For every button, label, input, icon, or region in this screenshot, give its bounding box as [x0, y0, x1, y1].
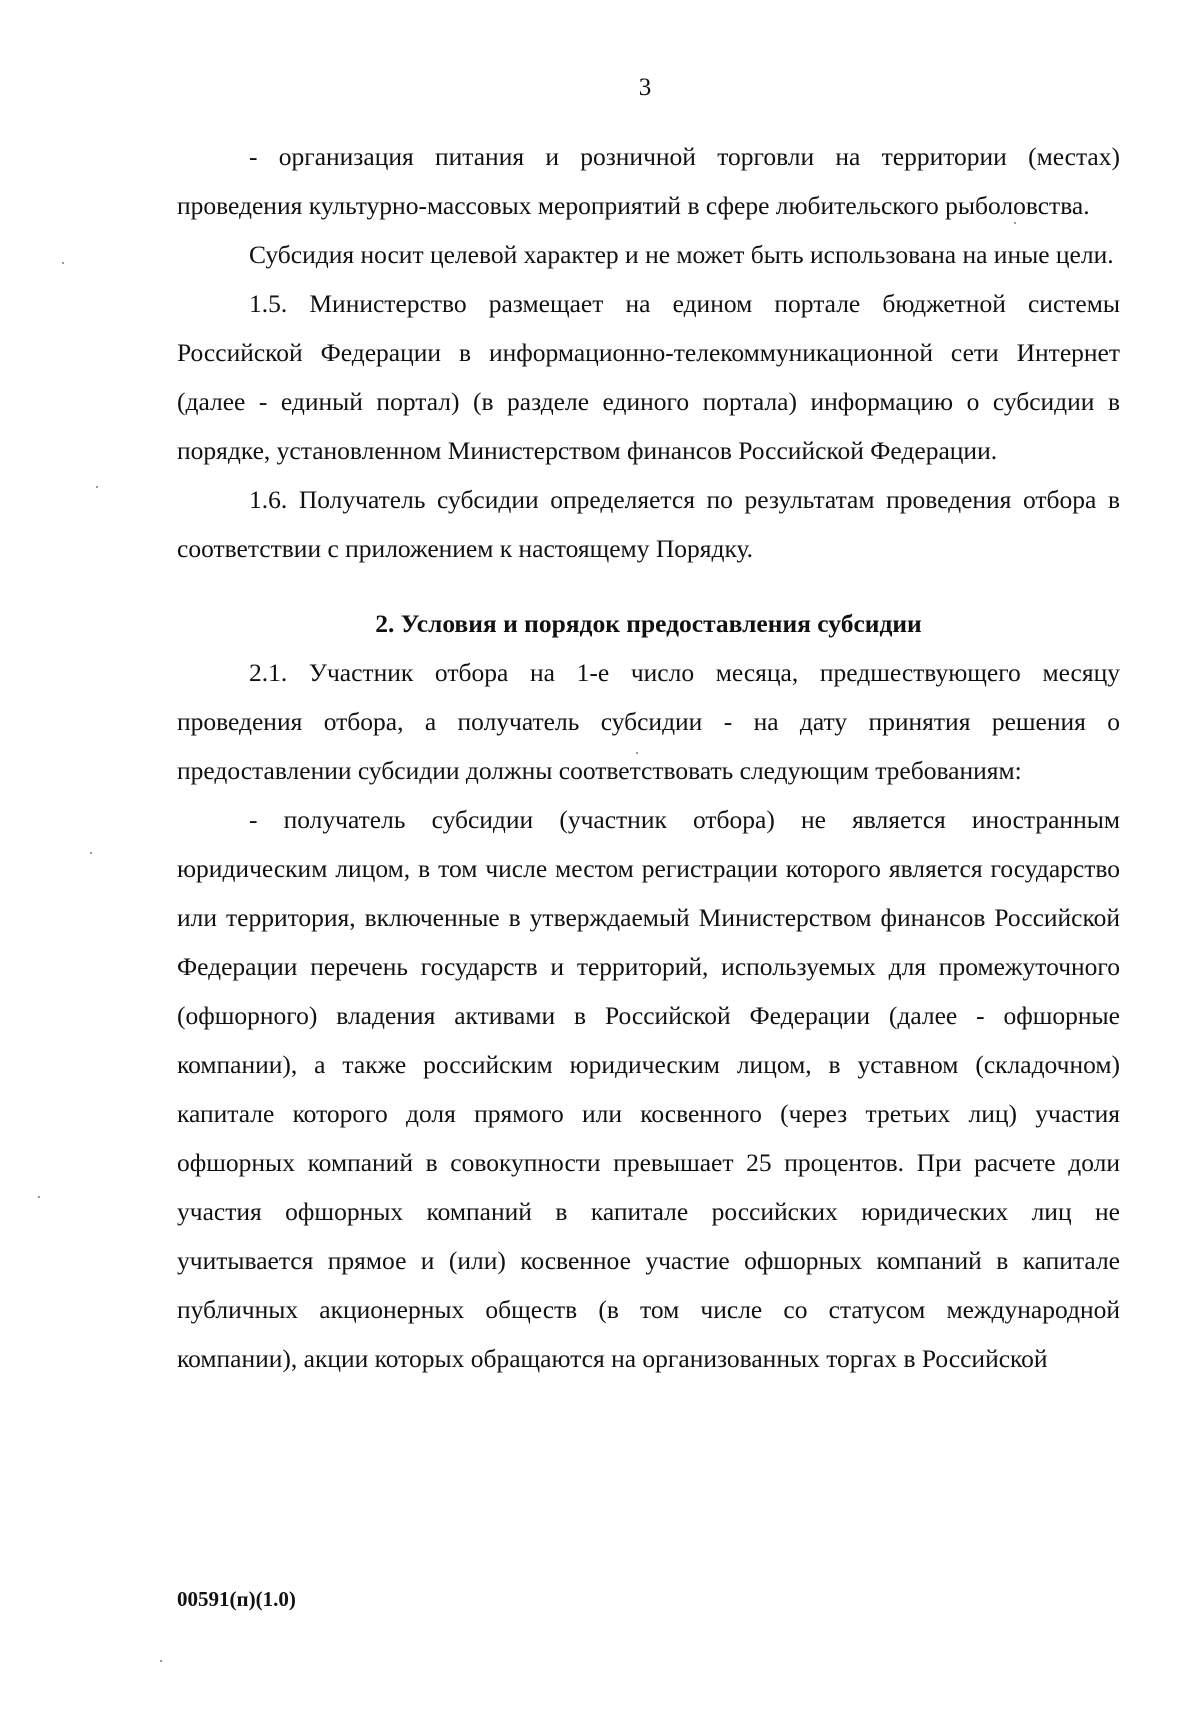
paragraph-subsidy-purpose: Субсидия носит целевой характер и не может быть использована на иные цели. — [249, 240, 1114, 269]
paragraph-catering: - организация питания и розничной торговли на территории (местах) проведения культурно-массовых мероприятий в сфере любительского рыболовства. — [177, 142, 1120, 220]
paragraph-offshore-requirement: - получатель субсидии (участник отбора) не является иностранным юридическим лицом, в том числе местом регистрации которого является государство или территория, включенные в утверждаемый Министерством финансов Российской Федерации перечень государств и территорий, используемых для промежуточного (офшорного) владения активами в Российской Федерации (далее - офшорные компании), а также российским юридическим лицом, в уставном (складочном) капитале которого доля прямого или косвенного (через третьих лиц) участия офшорных компаний в совокупности превышает 25 процентов. При расчете доли участия офшорных компаний в капитале российских юридических лиц не учитывается прямое и (или) косвенное участие офшорных компаний в капитале публичных акционерных обществ (в том числе со статусом международной компании), акции которых обращаются на организованных торгах в Российской — [177, 805, 1120, 1373]
scan-speck — [62, 262, 64, 264]
section-2-heading: 2. Условия и порядок предоставления субсидии — [375, 609, 922, 638]
paragraph-2-1: 2.1. Участник отбора на 1-е число месяца, предшествующего месяцу проведения отбора, а получатель субсидии - на дату принятия решения о предоставлении субсидии должны соответствовать следующим требованиям: — [177, 658, 1120, 785]
scan-speck — [160, 1660, 162, 1662]
scan-speck — [1014, 222, 1016, 224]
document-code: 00591(п)(1.0) — [177, 1587, 296, 1611]
page-number: 3 — [638, 74, 652, 101]
paragraph-1-6: 1.6. Получатель субсидии определяется по результатам проведения отбора в соответствии с приложением к настоящему Порядку. — [177, 485, 1120, 563]
paragraph-1-5: 1.5. Министерство размещает на едином портале бюджетной системы Российской Федерации в информационно-телекоммуникационной сети Интернет (далее - единый портал) (в разделе единого портала) информацию о субсидии в порядке, установленном Министерством финансов Российской Федерации. — [177, 289, 1120, 465]
scan-speck — [90, 852, 92, 854]
scan-speck — [96, 486, 98, 488]
document-body — [177, 132, 1120, 1383]
scan-speck — [636, 752, 638, 754]
scan-speck — [38, 1196, 40, 1198]
